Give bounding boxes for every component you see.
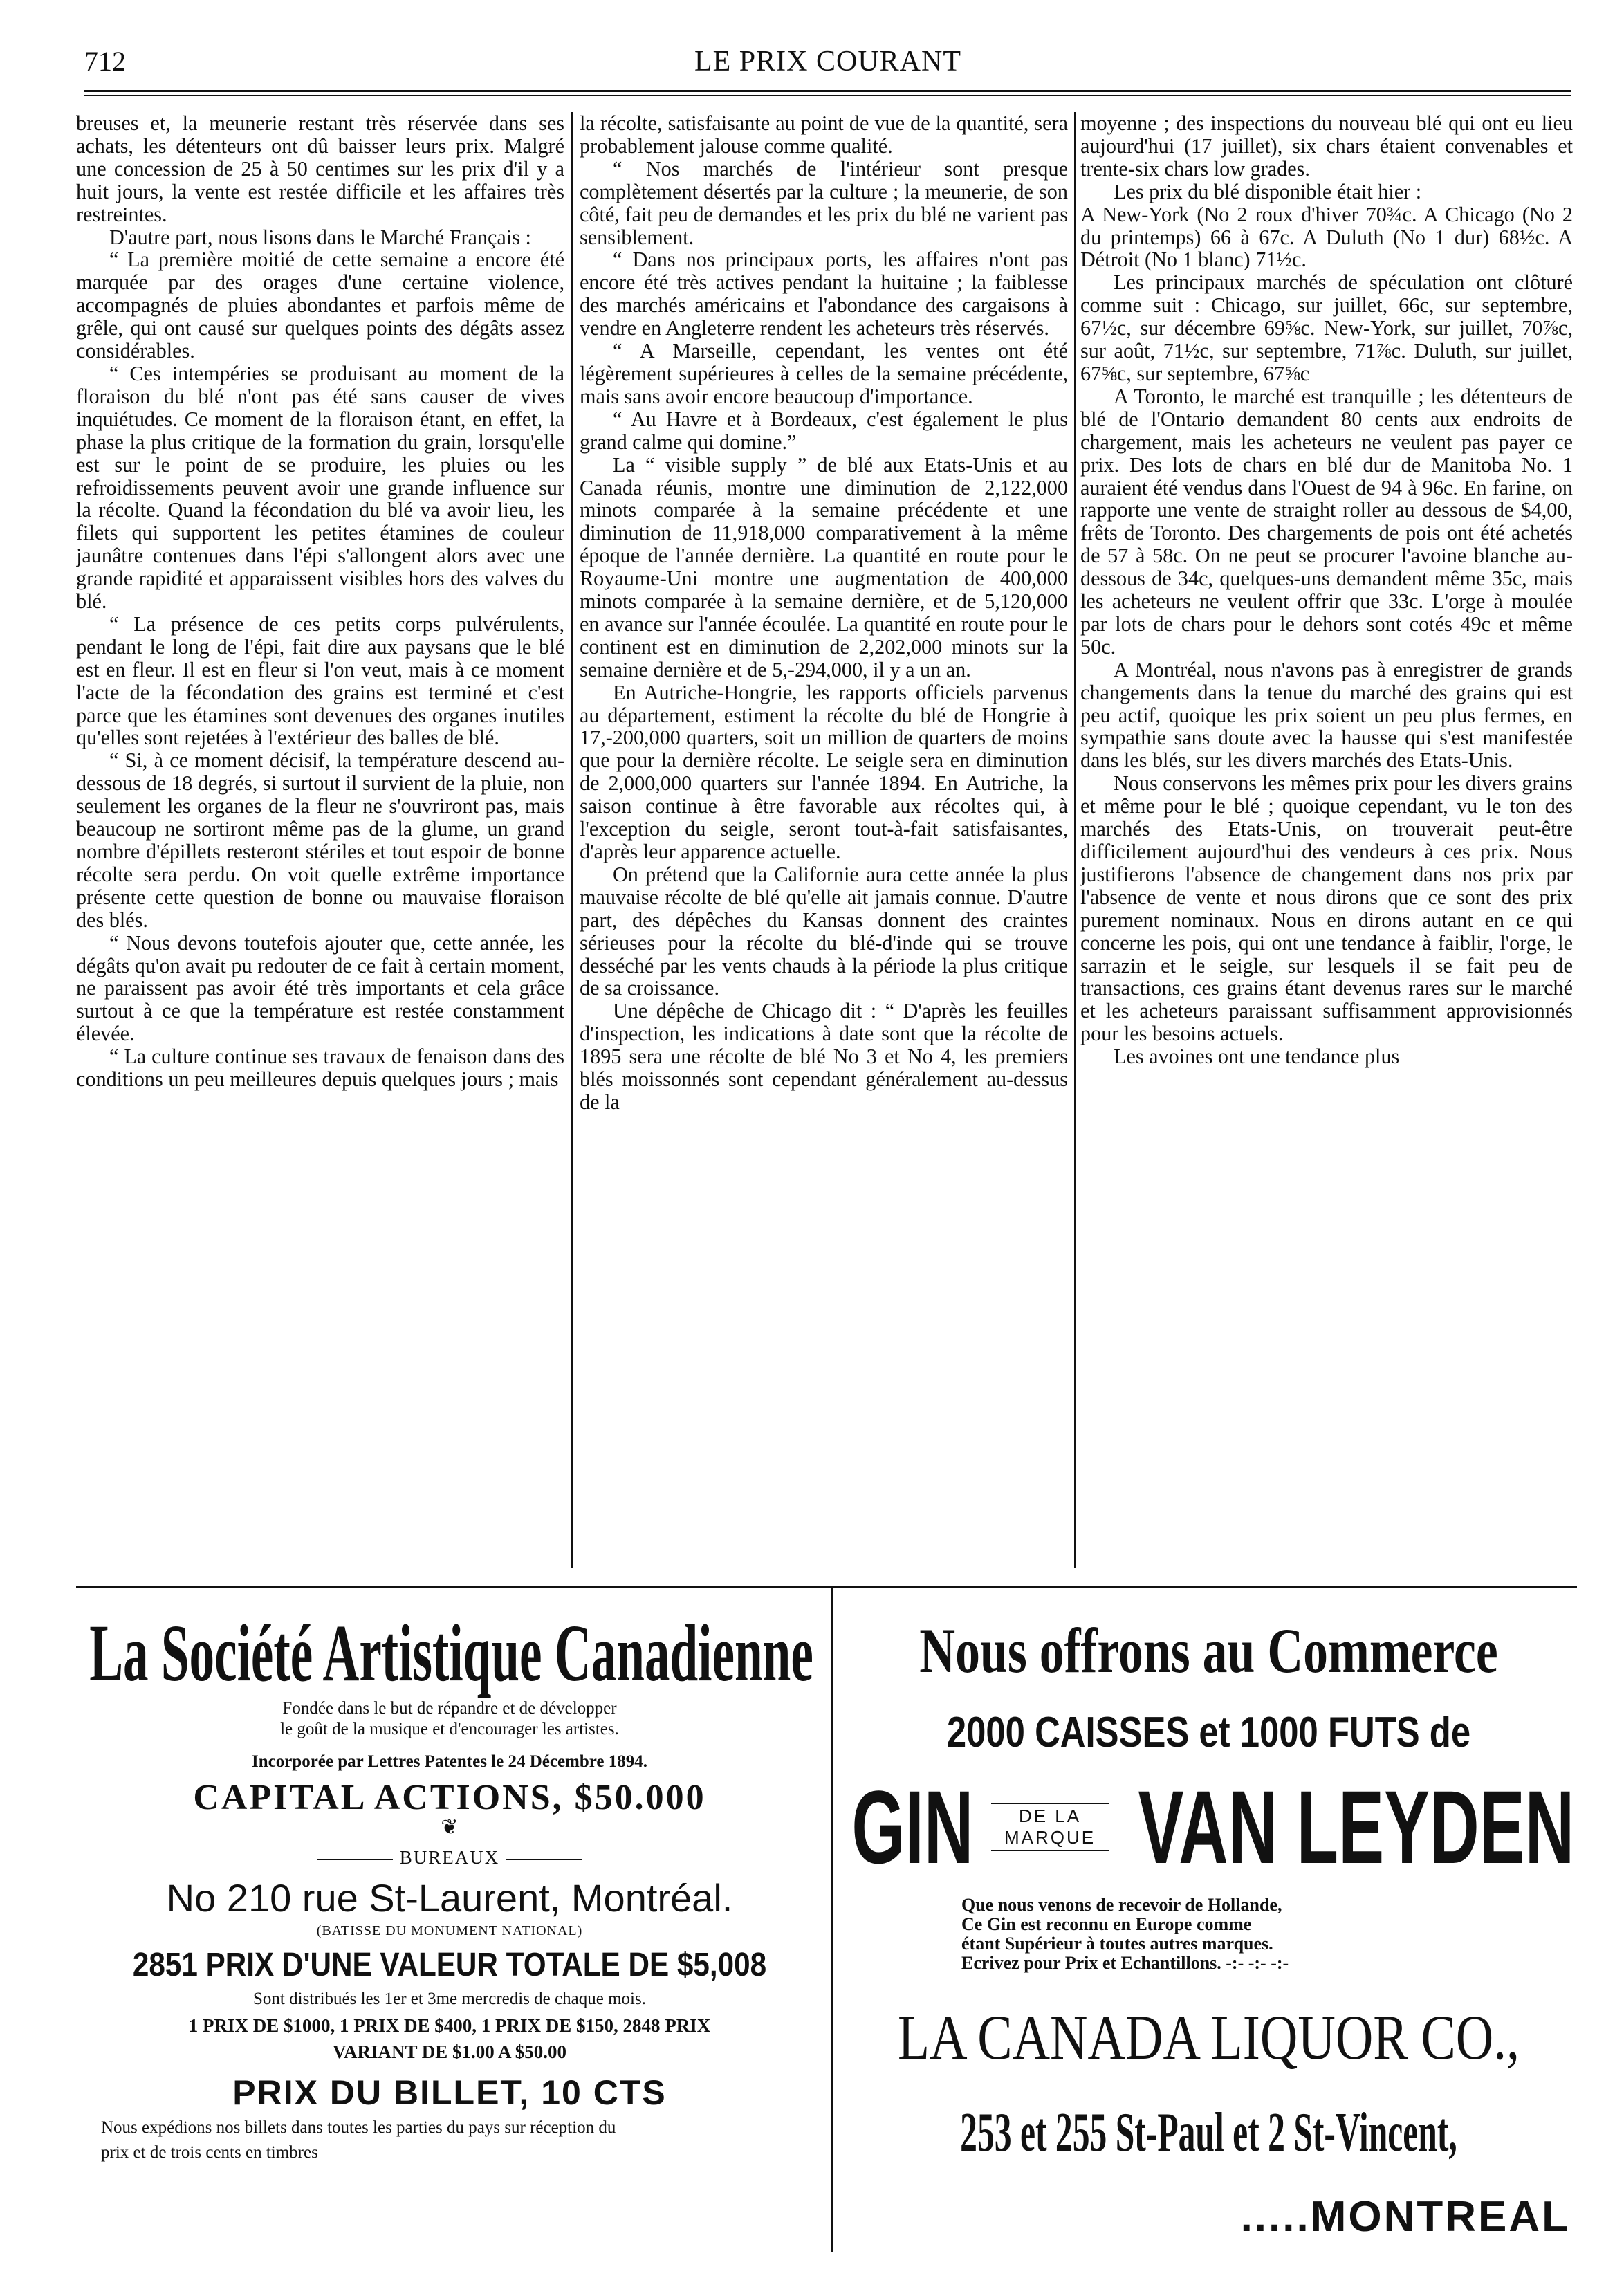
- ticket-price: PRIX DU BILLET, 10 CTS: [232, 2073, 667, 2112]
- article-paragraph: Une dépêche de Chicago dit : “ D'après les feuilles d'inspection, les indications à date sont que la récolte de 1895 sera une récolte de blé No 3 et No 4, les premiers blés moissonnés sont cependant généralement au-dessus de la: [580, 999, 1068, 1114]
- article-paragraph: la récolte, satisfaisante au point de vue de la quantité, sera probablement jalouse comme qualité.: [580, 112, 1068, 158]
- founded-line-1: Fondée dans le but de répandre et de développer: [282, 1699, 617, 1718]
- article-paragraph: Les principaux marchés de spéculation ont clôturé comme suit : Chicago, sur juillet, 66c, sur septembre, 67½c, sur décembre 69⅝c. New-York, sur juillet, 70⅞c, sur août, 71½c, sur septembre, 71⅞c. Duluth, sur juillet, 67⅝c, sur septembre, 67⅝c: [1080, 270, 1573, 385]
- article-paragraph: Nous conservons les mêmes prix pour les divers grains et même pour le blé ; quoique cependant, vu le ton des marchés des Etats-Unis, on trouverait peut-être difficilement aujourd'hui des vendeurs à ces prix. Nous justifierons l'absence de changement dans nos prix par l'absence de vente et nous dirons que ce sont des prix purement nominaux. Nous en dirons autant en ce qui concerne les pois, qui ont une tendance à faiblir, l'orge, le sarrazin et le seigle, sur lesquels il se fait peu de transactions, ces grains étant devenus rares sur le marché et les acheteurs paraissant suffisamment approvisionnés pour les besoins actuels.: [1080, 771, 1573, 1046]
- article-paragraph: “ La première moitié de cette semaine a encore été marquée par des orages d'une certaine violence, accompagnés de pluies abondantes et parfois même de grêle, qui ont causé sur quelques points des dégâts assez considérables.: [76, 248, 564, 363]
- office-address: No 210 rue St-Laurent, Montréal.: [166, 1876, 733, 1920]
- marque-label: MARQUE: [1004, 1827, 1096, 1848]
- article-paragraph: “ Nous devons toutefois ajouter que, cette année, les dégâts qu'on avait pu redouter de ce fait à certain moment, ne paraissent pas avoir été très importants et cela grâce surtout à ce que la température est restée constamment élevée.: [76, 930, 564, 1046]
- shipping-line-2: prix et de trois cents en timbres: [101, 2143, 318, 2162]
- page-number: 712: [84, 46, 126, 77]
- building-name: (BATISSE DU MONUMENT NATIONAL): [316, 1923, 583, 1938]
- article-paragraph: “ Au Havre et à Bordeaux, c'est également le plus grand calme qui domine.”: [580, 407, 1068, 454]
- societe-title: La Société Artistique Canadienne: [89, 1608, 813, 1698]
- company-city: .....MONTREAL: [1240, 2193, 1570, 2241]
- founded-line-2: le goût de la musique et d'encourager les artistes.: [280, 1720, 619, 1738]
- gin-word: GIN: [851, 1768, 974, 1885]
- header-rule: [84, 90, 1571, 92]
- column-divider-1: [571, 112, 573, 1568]
- article-paragraph: “ Nos marchés de l'intérieur sont presque complètement désertés par la culture ; la meunerie, de son côté, fait peu de demandes et les prix du blé ne varient pas sensiblement.: [580, 156, 1068, 249]
- de-la-marque-block: [984, 1801, 1116, 1853]
- advertisement-societe-artistique: [76, 1595, 823, 2162]
- article-column-2: [580, 112, 1068, 1568]
- product-desc-3: étant Supérieur à toutes autres marques.: [961, 1934, 1273, 1954]
- advertisement-gin-van-leyden: [840, 1595, 1577, 2241]
- article-paragraph: “ Dans nos principaux ports, les affaires n'ont pas encore été très actives pendant la huitaine ; la faiblesse des marchés américains et l'abondance des cargaisons à vendre en Angleterre rendent les acheteurs très réservés.: [580, 248, 1068, 340]
- header-rule-thin: [84, 95, 1571, 96]
- capital-line: CAPITAL ACTIONS, $50.000: [193, 1778, 706, 1817]
- article-paragraph: Les avoines ont une tendance plus: [1114, 1045, 1400, 1069]
- article-paragraph: A New-York (No 2 roux d'hiver 70¾c. A Chicago (No 2 du printemps) 66 à 67c. A Duluth (No 1 dur) 68½c. A Détroit (No 1 blanc) 71½c.: [1080, 202, 1573, 272]
- article-paragraph: A Toronto, le marché est tranquille ; les détenteurs de blé de l'Ontario demandent 80 cents aux endroits de chargement, mais les acheteurs ne veulent pas payer ce prix. Des lots de chars en blé dur de Manitoba No. 1 auraient été vendus dans l'Ouest de 94 à 96c. En farine, on rapporte une vente de straight roller au dessous de $4,00, frêts de Toronto. Des chargements de pois ont été achetés de 57 à 58c. On ne peut se procurer l'avoine blanche au-dessous de 34c, quelques-uns demandent même 35c, mais les acheteurs ne veulent offrir que 33c. L'orge à moulée par lots de chars pour le dehors sont cotés 49c et même 50c.: [1080, 384, 1573, 659]
- article-paragraph: “ La culture continue ses travaux de fenaison dans des conditions un peu meilleures depuis quelques jours ; mais: [76, 1045, 564, 1092]
- article-paragraph: La “ visible supply ” de blé aux Etats-Unis et au Canada réunis, montre une diminution de 2,122,000 minots comparée à la semaine précédente et une diminution de 11,918,000 comparativement à la même époque de l'année dernière. La quantité en route pour le Royaume-Uni montre une augmentation de 400,000 minots comparée à la semaine dernière, et de 5,120,000 en avance sur l'année écoulée. La quantité en route pour le continent est en diminution de 2,202,000 minots sur la semaine dernière et de 5,-294,000, il y a un an.: [580, 452, 1068, 681]
- company-street: 253 et 255 St-Paul et 2 St-Vincent,: [960, 2102, 1457, 2163]
- article-paragraph: Les prix du blé disponible était hier :: [1114, 179, 1422, 203]
- draw-schedule: Sont distribués les 1er et 3me mercredis de chaque mois.: [253, 1990, 646, 2008]
- article-paragraph: En Autriche-Hongrie, les rapports officiels parvenus au département, estiment la récolte du blé de Hongrie à 17,-200,000 quarters, soit un million de quarters de moins que pour la dernière récolte. Le seigle sera en diminution de 2,000,000 quarters sur l'année 1894. En Autriche, la saison continue à être favorable aux récoltes qui, à l'exception du seigle, seront tout-à-fait satisfaisantes, d'après leur apparence actuelle.: [580, 680, 1068, 863]
- article-column-1: [76, 112, 564, 1568]
- product-desc-2: Ce Gin est reconnu en Europe comme: [961, 1914, 1252, 1934]
- article-paragraph: moyenne ; des inspections du nouveau blé qui ont eu lieu aujourd'hui (17 juillet), six chars étaient convenables et trente-six chars low grades.: [1080, 112, 1573, 181]
- article-paragraph: On prétend que la Californie aura cette année la plus mauvaise récolte de blé qu'elle ait jamais connue. D'autre part, des dépêches du Kansas donnent des craintes sérieuses pour la récolte du blé-d'inde qui se trouve desséché par les vents chauds à la période la plus critique de sa croissance.: [580, 862, 1068, 1000]
- column-divider-2: [1074, 112, 1076, 1568]
- journal-title: LE PRIX COURANT: [694, 46, 961, 77]
- article-paragraph: breuses et, la meunerie restant très réservée dans ses achats, les détenteurs ont dû baisser leurs prix. Malgré une concession de 25 à 50 centimes sur les prix d'il y a huit jours, la vente est restée difficile et les affaires très restreintes.: [76, 112, 564, 226]
- ad-quantity: 2000 CAISSES et 1000 FUTS de: [946, 1709, 1471, 1756]
- ads-top-rule: [76, 1586, 1577, 1588]
- prizes-total: 2851 PRIX D'UNE VALEUR TOTALE DE $5,008: [132, 1947, 767, 1983]
- bureaux-label: BUREAUX: [399, 1847, 500, 1868]
- article-paragraph: “ Ces intempéries se produisant au moment de la floraison du blé n'ont pas été sans causer de vives inquiétudes. Ce moment de la floraison étant, en effet, la phase la plus critique de la formation du grain, lorsqu'elle est sur le point de se produire, les pluies ou les refroidissements peuvent avoir une grande influence sur la récolte. Quand la fécondation du blé va avoir lieu, les filets qui supportent les petites étamines de couleur jaunâtre contenues dans l'épi s'allongent alors avec une grande rapidité et apparaissent visibles hors des valves du blé.: [76, 361, 564, 614]
- article-paragraph: “ La présence de ces petits corps pulvérulents, pendant le long de l'épi, fait dire aux paysans que le blé est en fleur. Il est en fleur si l'on veut, mais à ce moment l'acte de la fécondation des grains est terminé et c'est parce que les étamines sont devenues des organes inutiles qu'elles sont rejetées à l'extérieur des balles de blé.: [76, 612, 564, 750]
- ads-divider: [831, 1588, 833, 2252]
- article-paragraph: A Montréal, nous n'avons pas à enregistrer de grands changements dans la tenue du marché des grains qui est peu actif, quoique les prix soient un peu plus fermes, en sympathie sans doute avec la hausse qui s'est manifestée dans les blés, sur les divers marchés des Etats-Unis.: [1080, 657, 1573, 773]
- shipping-line-1: Nous expédions nos billets dans toutes les parties du pays sur réception du: [101, 2118, 616, 2137]
- article-paragraph: D'autre part, nous lisons dans le Marché Français :: [109, 225, 531, 249]
- article-paragraph: “ Si, à ce moment décisif, la température descend au-dessous de 18 degrés, si surtout il survient de la pluie, non seulement les organes de la fleur ne s'ouvriront pas, mais beaucoup ne sortiront même pas de la glume, un grand nombre d'épillets resteront stériles et tout espoir de bonne récolte sera perdu. On voit quelle extrême importance présente cette question de bonne ou mauvaise floraison des blés.: [76, 749, 564, 932]
- prize-list-line-1: 1 PRIX DE $1000, 1 PRIX DE $400, 1 PRIX DE $150, 2848 PRIX: [188, 2015, 711, 2036]
- product-desc-4: Ecrivez pour Prix et Echantillons. -:- -:- -:-: [961, 1953, 1289, 1973]
- company-name: LA CANADA LIQUOR CO.,: [897, 2002, 1520, 2073]
- article-paragraph: “ A Marseille, cependant, les ventes ont été légèrement supérieures à celles de la semaine précédente, mais sans avoir encore beaucoup d'importance.: [580, 339, 1068, 408]
- page-header: [84, 38, 1571, 86]
- prize-list-line-2: VARIANT DE $1.00 A $50.00: [332, 2041, 567, 2062]
- article-column-3: [1080, 112, 1573, 1568]
- brand-name: VAN LEYDEN: [1138, 1768, 1575, 1885]
- gin-brand-row: [840, 1768, 1577, 1885]
- incorporation-line: Incorporée par Lettres Patentes le 24 Décembre 1894.: [251, 1752, 648, 1771]
- ad-headline: Nous offrons au Commerce: [919, 1615, 1498, 1686]
- product-desc-1: Que nous venons de recevoir de Hollande,: [961, 1895, 1282, 1915]
- flourish-ornament: ❦: [441, 1816, 459, 1839]
- de-la-label: DE LA: [1018, 1806, 1082, 1826]
- bureaux-heading: [76, 1847, 823, 1868]
